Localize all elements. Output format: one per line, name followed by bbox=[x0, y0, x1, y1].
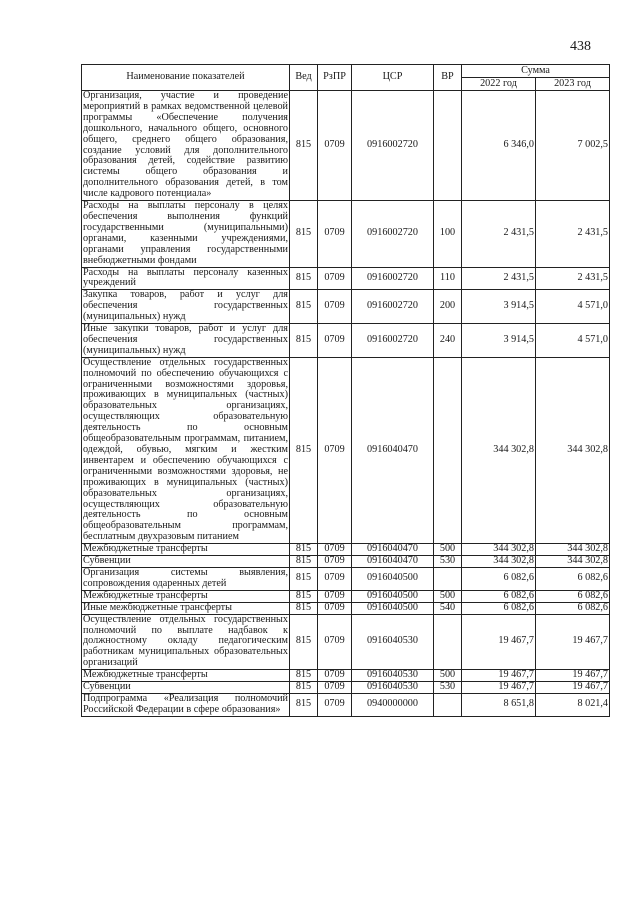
cell-y2023: 4 571,0 bbox=[536, 290, 610, 324]
cell-rzpr: 0709 bbox=[318, 290, 352, 324]
cell-y2022: 19 467,7 bbox=[462, 614, 536, 670]
cell-vr: 100 bbox=[434, 201, 462, 267]
header-name: Наименование показателей bbox=[82, 65, 290, 91]
cell-name: Субвенции bbox=[82, 556, 290, 568]
cell-y2022: 2 431,5 bbox=[462, 201, 536, 267]
table-row bbox=[82, 693, 610, 716]
table-row bbox=[82, 357, 610, 543]
cell-y2023: 19 467,7 bbox=[536, 670, 610, 682]
cell-y2022: 2 431,5 bbox=[462, 267, 536, 290]
cell-rzpr: 0709 bbox=[318, 324, 352, 358]
table-body bbox=[82, 91, 610, 717]
cell-rzpr: 0709 bbox=[318, 670, 352, 682]
cell-csr: 0916040530 bbox=[352, 670, 434, 682]
cell-rzpr: 0709 bbox=[318, 556, 352, 568]
cell-y2023: 344 302,8 bbox=[536, 357, 610, 543]
cell-y2023: 344 302,8 bbox=[536, 544, 610, 556]
cell-ved: 815 bbox=[290, 267, 318, 290]
cell-y2022: 344 302,8 bbox=[462, 556, 536, 568]
budget-table bbox=[81, 64, 610, 717]
cell-csr: 0916002720 bbox=[352, 290, 434, 324]
table-row bbox=[82, 567, 610, 590]
table-row bbox=[82, 201, 610, 267]
cell-csr: 0916040500 bbox=[352, 602, 434, 614]
cell-rzpr: 0709 bbox=[318, 201, 352, 267]
cell-y2023: 2 431,5 bbox=[536, 201, 610, 267]
cell-ved: 815 bbox=[290, 324, 318, 358]
cell-y2022: 8 651,8 bbox=[462, 693, 536, 716]
header-ved: Вед bbox=[290, 65, 318, 91]
cell-y2023: 6 082,6 bbox=[536, 602, 610, 614]
cell-vr: 530 bbox=[434, 556, 462, 568]
cell-rzpr: 0709 bbox=[318, 91, 352, 201]
cell-name: Подпрограмма «Реализация полномочий Российской Федерации в сфере образования» bbox=[83, 692, 288, 715]
cell-rzpr: 0709 bbox=[318, 693, 352, 716]
cell-ved: 815 bbox=[290, 201, 318, 267]
cell-y2022: 3 914,5 bbox=[462, 290, 536, 324]
table-row bbox=[82, 267, 610, 290]
cell-csr: 0916002720 bbox=[352, 91, 434, 201]
table-row bbox=[82, 682, 610, 694]
cell-vr bbox=[434, 91, 462, 201]
header-vr: ВР bbox=[434, 65, 462, 91]
cell-ved: 815 bbox=[290, 556, 318, 568]
cell-rzpr: 0709 bbox=[318, 567, 352, 590]
cell-name: Расходы на выплаты персоналу в целях обеспечения выполнения функций государственными (муниципальными) органами, казенными учреждениями, органами управления государственными внебюджетными фондами bbox=[83, 200, 288, 266]
cell-csr: 0916040530 bbox=[352, 614, 434, 670]
cell-name: Межбюджетные трансферты bbox=[82, 544, 290, 556]
cell-vr: 500 bbox=[434, 544, 462, 556]
cell-vr: 500 bbox=[434, 590, 462, 602]
cell-rzpr: 0709 bbox=[318, 357, 352, 543]
cell-y2023: 344 302,8 bbox=[536, 556, 610, 568]
cell-vr: 240 bbox=[434, 324, 462, 358]
cell-ved: 815 bbox=[290, 682, 318, 694]
cell-name: Организация системы выявления, сопровождения одаренных детей bbox=[83, 566, 288, 589]
cell-y2022: 344 302,8 bbox=[462, 357, 536, 543]
cell-ved: 815 bbox=[290, 91, 318, 201]
cell-name: Межбюджетные трансферты bbox=[82, 590, 290, 602]
table-row bbox=[82, 556, 610, 568]
cell-ved: 815 bbox=[290, 590, 318, 602]
table-row bbox=[82, 290, 610, 324]
cell-ved: 815 bbox=[290, 357, 318, 543]
cell-name: Иные межбюджетные трансферты bbox=[82, 602, 290, 614]
cell-csr: 0916040530 bbox=[352, 682, 434, 694]
header-csr: ЦСР bbox=[352, 65, 434, 91]
cell-vr bbox=[434, 614, 462, 670]
cell-csr: 0916040470 bbox=[352, 544, 434, 556]
cell-y2022: 3 914,5 bbox=[462, 324, 536, 358]
cell-name: Осуществление отдельных государственных полномочий по выплате надбавок к должностному окладу педагогическим работникам муниципальных образовательных организаций bbox=[83, 613, 288, 669]
cell-ved: 815 bbox=[290, 670, 318, 682]
cell-ved: 815 bbox=[290, 567, 318, 590]
cell-y2023: 19 467,7 bbox=[536, 614, 610, 670]
cell-name: Осуществление отдельных государственных полномочий по обеспечению обучающихся с ограниченными возможностями здоровья, проживающих в муниципальных (частных) образовательных организациях, осуществляющих образовательную деятельность по основным общеобразовательным программам, питанием, одеждой, обувью, мягким и жестким инвентарем и обеспечению обучающихся с ограниченными возможностями здоровья, не проживающих в муниципальных (частных) образовательных организациях, осуществляющих образовательную деятельность по основным общеобразовательным программам, бесплатным двухразовым питанием bbox=[83, 356, 288, 543]
cell-ved: 815 bbox=[290, 614, 318, 670]
cell-rzpr: 0709 bbox=[318, 544, 352, 556]
cell-vr: 530 bbox=[434, 682, 462, 694]
cell-name: Межбюджетные трансферты bbox=[82, 670, 290, 682]
cell-vr: 200 bbox=[434, 290, 462, 324]
cell-vr: 540 bbox=[434, 602, 462, 614]
cell-ved: 815 bbox=[290, 290, 318, 324]
cell-name: Иные закупки товаров, работ и услуг для обеспечения государственных (муниципальных) нужд bbox=[83, 323, 288, 356]
table-row bbox=[82, 544, 610, 556]
cell-vr bbox=[434, 357, 462, 543]
cell-y2022: 19 467,7 bbox=[462, 682, 536, 694]
cell-y2022: 6 082,6 bbox=[462, 590, 536, 602]
table-row bbox=[82, 602, 610, 614]
cell-csr: 0916002720 bbox=[352, 267, 434, 290]
table-row bbox=[82, 324, 610, 358]
cell-y2022: 6 082,6 bbox=[462, 567, 536, 590]
cell-csr: 0916040470 bbox=[352, 556, 434, 568]
cell-csr: 0916040470 bbox=[352, 357, 434, 543]
cell-ved: 815 bbox=[290, 602, 318, 614]
header-year-2023: 2023 год bbox=[536, 78, 610, 91]
cell-name: Организация, участие и проведение мероприятий в рамках ведомственной целевой программы «Обеспечение получения дошкольного, начального общего, основного общего, среднего общего образования, создание условий для дополнительного образования детей, содействие развитию системы общего образования и дополнительного образования детей, в том числе кадрового потенциала» bbox=[83, 90, 288, 200]
cell-csr: 0916002720 bbox=[352, 324, 434, 358]
table-row bbox=[82, 614, 610, 670]
cell-y2023: 8 021,4 bbox=[536, 693, 610, 716]
cell-csr: 0940000000 bbox=[352, 693, 434, 716]
cell-y2023: 7 002,5 bbox=[536, 91, 610, 201]
cell-rzpr: 0709 bbox=[318, 602, 352, 614]
table-row bbox=[82, 670, 610, 682]
cell-csr: 0916002720 bbox=[352, 201, 434, 267]
cell-y2022: 344 302,8 bbox=[462, 544, 536, 556]
cell-vr bbox=[434, 567, 462, 590]
cell-csr: 0916040500 bbox=[352, 590, 434, 602]
cell-y2022: 6 082,6 bbox=[462, 602, 536, 614]
cell-name: Субвенции bbox=[82, 682, 290, 694]
cell-y2022: 6 346,0 bbox=[462, 91, 536, 201]
cell-y2023: 6 082,6 bbox=[536, 590, 610, 602]
table-row bbox=[82, 590, 610, 602]
cell-vr: 500 bbox=[434, 670, 462, 682]
cell-y2023: 19 467,7 bbox=[536, 682, 610, 694]
cell-rzpr: 0709 bbox=[318, 682, 352, 694]
header-rzpr: РзПР bbox=[318, 65, 352, 91]
table-row bbox=[82, 91, 610, 201]
cell-csr: 0916040500 bbox=[352, 567, 434, 590]
cell-rzpr: 0709 bbox=[318, 614, 352, 670]
header-sum: Сумма bbox=[462, 65, 610, 78]
cell-vr bbox=[434, 693, 462, 716]
cell-y2023: 2 431,5 bbox=[536, 267, 610, 290]
cell-rzpr: 0709 bbox=[318, 267, 352, 290]
cell-y2023: 4 571,0 bbox=[536, 324, 610, 358]
cell-name: Закупка товаров, работ и услуг для обеспечения государственных (муниципальных) нужд bbox=[83, 289, 288, 323]
cell-y2023: 6 082,6 bbox=[536, 567, 610, 590]
cell-name: Расходы на выплаты персоналу казенных учреждений bbox=[83, 266, 288, 289]
cell-ved: 815 bbox=[290, 693, 318, 716]
cell-rzpr: 0709 bbox=[318, 590, 352, 602]
header-year-2022: 2022 год bbox=[462, 78, 536, 91]
page-number: 438 bbox=[570, 39, 591, 54]
cell-ved: 815 bbox=[290, 544, 318, 556]
cell-y2022: 19 467,7 bbox=[462, 670, 536, 682]
cell-vr: 110 bbox=[434, 267, 462, 290]
